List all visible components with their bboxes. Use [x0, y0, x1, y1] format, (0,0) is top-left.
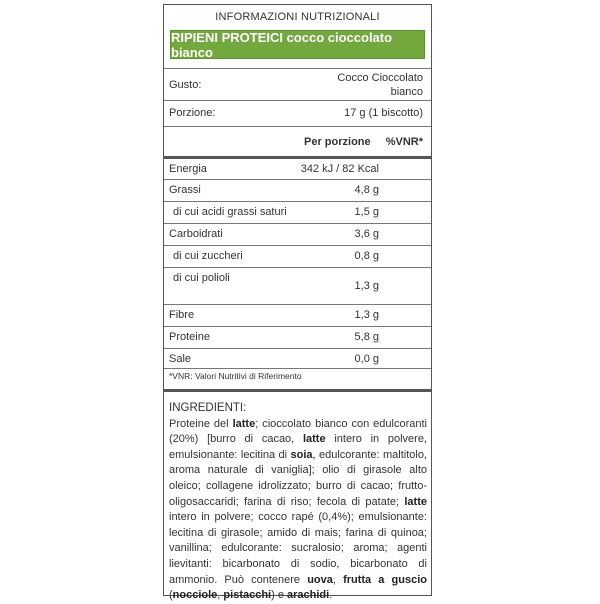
table-row — [164, 179, 431, 201]
section-divider — [164, 389, 431, 392]
product-banner: RIPIENI PROTEICI cocco cioccolato bianco — [170, 30, 425, 59]
allergen: latte — [404, 495, 427, 508]
row-value: 1,5 g — [354, 206, 379, 218]
vnr-footnote: *VNR: Valori Nutritivi di Riferimento — [169, 371, 302, 381]
row-value: 0,8 g — [354, 250, 379, 262]
allergen: uova — [307, 573, 333, 586]
row-label: Carboidrati — [169, 228, 223, 240]
allergen: arachidi — [287, 589, 330, 602]
row-label: Sale — [169, 353, 192, 365]
nutrition-label — [163, 4, 432, 602]
gusto-value-line2: bianco — [390, 86, 423, 98]
col-per-porzione: Per porzione — [304, 136, 371, 148]
row-label: di cui zuccheri — [173, 250, 243, 262]
row-value: 0,0 g — [354, 353, 379, 365]
row-label: di cui polioli — [173, 272, 230, 284]
allergen: latte — [302, 433, 326, 446]
table-header — [164, 126, 431, 157]
allergen: latte — [232, 417, 256, 430]
allergen: pistacchi — [223, 589, 272, 602]
porzione-label: Porzione: — [169, 107, 216, 119]
table-row — [164, 223, 431, 245]
table-row — [164, 348, 431, 369]
ingredients-title: INGREDIENTI: — [169, 402, 247, 414]
label-title: INFORMAZIONI NUTRIZIONALI — [215, 11, 380, 23]
row-value: 4,8 g — [354, 184, 379, 196]
gusto-value-line1: Cocco Cioccolato — [337, 72, 423, 84]
porzione-row — [164, 100, 431, 126]
ingredients-text: Proteine del latte; cioccolato bianco con edulcoranti (20%) [burro di cacao, latte intero in polvere, emulsionante: lecitina di soia, edulcorante: maltitolo, aroma naturale di vaniglia]; olio di girasole alto oleico; collagene idrolizzato; burro di cacao; frutto-oligosaccaridi; farina di riso; fecola di patate; latte intero in polvere; cocco rapé (0,4%); emulsionante: lecitina di girasole; amido di mais; farina di quinoa; vanillina; edulcorante: sucralosio; aroma; agenti lievitanti: bicarbonato di sodio, bicarbonato di ammonio. Può contenere uova, frutta a guscio (nocciole, pistacchi) e arachidi. — [169, 417, 427, 602]
table-row — [164, 245, 431, 267]
table-row — [164, 304, 431, 326]
table-row — [164, 201, 431, 223]
gusto-label: Gusto: — [169, 79, 202, 91]
row-value: 1,3 g — [354, 280, 379, 292]
row-label: Energia — [169, 163, 207, 175]
table-row — [164, 326, 431, 348]
row-label: Fibre — [169, 309, 195, 321]
allergen: soia — [290, 448, 313, 461]
row-value: 3,6 g — [354, 228, 379, 240]
row-value: 342 kJ / 82 Kcal — [300, 163, 379, 175]
gusto-row — [164, 68, 431, 100]
porzione-value: 17 g (1 biscotto) — [344, 107, 423, 119]
row-value: 5,8 g — [354, 331, 379, 343]
row-label: Proteine — [169, 331, 210, 343]
table-row — [164, 156, 431, 179]
allergen: nocciole — [172, 589, 218, 602]
allergen: frutta a guscio — [343, 573, 427, 586]
table-row — [164, 267, 431, 304]
row-label: di cui acidi grassi saturi — [173, 206, 287, 218]
ingredients-section — [169, 401, 427, 604]
col-vnr: %VNR* — [385, 136, 423, 148]
row-label: Grassi — [169, 184, 201, 196]
row-value: 1,3 g — [354, 309, 379, 321]
